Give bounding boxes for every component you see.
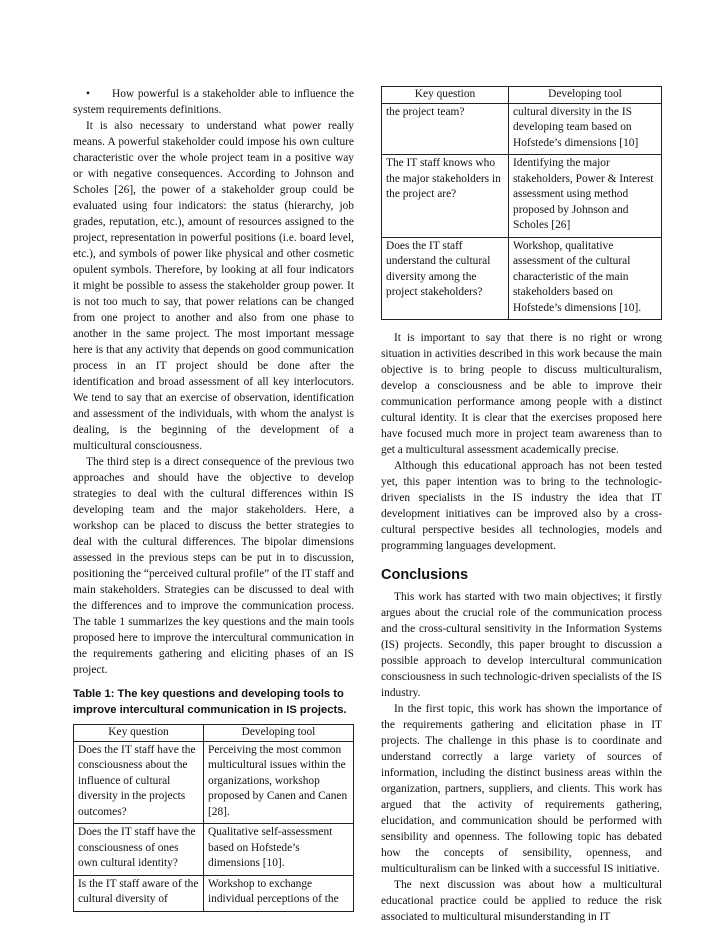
body-paragraph: This work has started with two main objectives; it firstly argues about the crucial role of the communication process and the cross-cultural sensitivity in the Information Systems (IS) projects. Secondly, this paper brought to discussion a possible approach to develop intercultural communication consciousness in such technologic-driven specialists of the IS industry.: [381, 591, 662, 699]
developing-tool-cell: Workshop, qualitative assessment of the cultural characteristic of the main stakeholders based on Hofstede’s dimensions [10].: [509, 237, 662, 320]
header-developing-tool: Developing tool: [509, 87, 662, 104]
spacer: [381, 320, 662, 330]
developing-tool-cell: Perceiving the most common multicultural issues within the organizations, workshop proposed by Canen and Canen [28].: [204, 741, 354, 824]
body-paragraph: It is also necessary to understand what power really means. A powerful stakeholder could impose his own culture characteristic over the whole project team in a positive way or with negative consequences. According to Johnson and Scholes [26], the power of a stakeholder group could be evaluated using four indicators: the status (hierarchy, job grades, reputation, etc.), amount of resources assigned to the project, representation in powerful positions (i.e. board level, etc.), and symbols of power like physical and other cosmetic opulent symbols. Therefore, by looking at all four indicators it might be possible to assess the stakeholder group power. It is not too much to say, that power relations can be changed from one project to another and also from one phase to another in the same project. The most important message here is that any activity that depends on good communication process in an IT project should be done after the identification and broad assessment of all key interlocutors. We tend to say that an exercise of observation, identification and assessment of the individuals, with whom the analyst is dealing, is the beginning of the development of a multicultural consciousness.: [73, 120, 354, 452]
body-paragraph: In the first topic, this work has shown the importance of the requirements gathering and elicitation phase in IT projects. The challenge in this phase is to coordinate and understand correctly a large variety of sources of information, including the distinct business areas within the organization, partners, suppliers, and clients. This work has argued that the activity of requirements gathering, elucidation, and communication should be performed with sensibility and openness. The following topic has debated how the concepts of sensibility, openness, and multiculturalism can be linked with a successful IS initiative.: [381, 703, 662, 875]
bullet-marker: •: [86, 88, 90, 100]
key-question-cell: Does the IT staff have the consciousness about the influence of cultural diversity in the projects outcomes?: [74, 741, 204, 824]
table-row: [382, 155, 662, 238]
developing-tool-cell: Qualitative self-assessment based on Hofstede’s dimensions [10].: [204, 824, 354, 876]
bullet-paragraph: [73, 86, 354, 118]
bullet-text: How powerful is a stakeholder able to influence the system requirements definitions.: [73, 88, 354, 116]
left-column: [73, 86, 354, 912]
right-column: [381, 86, 662, 925]
table-row: [382, 237, 662, 320]
table-row: [382, 103, 662, 155]
table-row: [74, 875, 354, 911]
key-questions-table: [73, 724, 354, 912]
table-header-row: [382, 87, 662, 104]
section-heading-conclusions: Conclusions: [381, 567, 469, 583]
key-question-cell: Does the IT staff have the consciousness of ones own cultural identity?: [74, 824, 204, 876]
developing-tool-cell: cultural diversity in the IS developing team based on Hofstede’s dimensions [10]: [509, 103, 662, 155]
table-row: [74, 824, 354, 876]
table-caption: Table 1: The key questions and developing tools to improve intercultural communication in IS projects.: [73, 688, 347, 716]
key-question-cell: Is the IT staff aware of the cultural diversity of: [74, 875, 204, 911]
body-paragraph: The third step is a direct consequence of the previous two approaches and should have the objective to develop strategies to deal with the cultural differences within IS developing team and the major stakeholders. Here, a workshop can be placed to discuss the better strategies to deal with the cultural differences. The bipolar dimensions assessed in the previous steps can be put in to discussion, positioning the “perceived cultural profile” of the IT staff and main stakeholders. Strategies can be discussed to deal with the differences and to improve the communication process. The table 1 summarizes the key questions and the main tools proposed here to improve the intercultural communication in the requirements gathering and eliciting phases of an IS project.: [73, 456, 354, 676]
table-row: [74, 741, 354, 824]
header-key-question: Key question: [382, 87, 509, 104]
header-key-question: Key question: [74, 725, 204, 742]
header-developing-tool: Developing tool: [204, 725, 354, 742]
key-question-cell: The IT staff knows who the major stakeholders in the project are?: [382, 155, 509, 238]
developing-tool-cell: Workshop to exchange individual perceptions of the: [204, 875, 354, 911]
key-questions-table-continued: [381, 86, 662, 320]
body-paragraph: It is important to say that there is no right or wrong situation in activities described in this work because the main objective is to bring people to discuss multiculturalism, develop a consciousness and be able to improve their communication performance among people with a distinct cultural identity. It is clear that the exercises proposed here have focused much more in project team awareness than to get a multicultural assessment academically precise.: [381, 332, 662, 456]
key-question-cell: the project team?: [382, 103, 509, 155]
body-paragraph: Although this educational approach has not been tested yet, this paper intention was to bring to the technologic-driven specialists in the IS industry the idea that IT development initiatives can be improved also by a cross-cultural perspective besides all technologies, models and programming languages development.: [381, 460, 662, 552]
table-header-row: [74, 725, 354, 742]
body-paragraph: The next discussion was about how a multicultural educational practice could be applied to reduce the risk associated to multicultural misunderstanding in IT: [381, 879, 662, 923]
key-question-cell: Does the IT staff understand the cultural diversity among the project stakeholders?: [382, 237, 509, 320]
developing-tool-cell: Identifying the major stakeholders, Power & Interest assessment using method proposed by Johnson and Scholes [26]: [509, 155, 662, 238]
